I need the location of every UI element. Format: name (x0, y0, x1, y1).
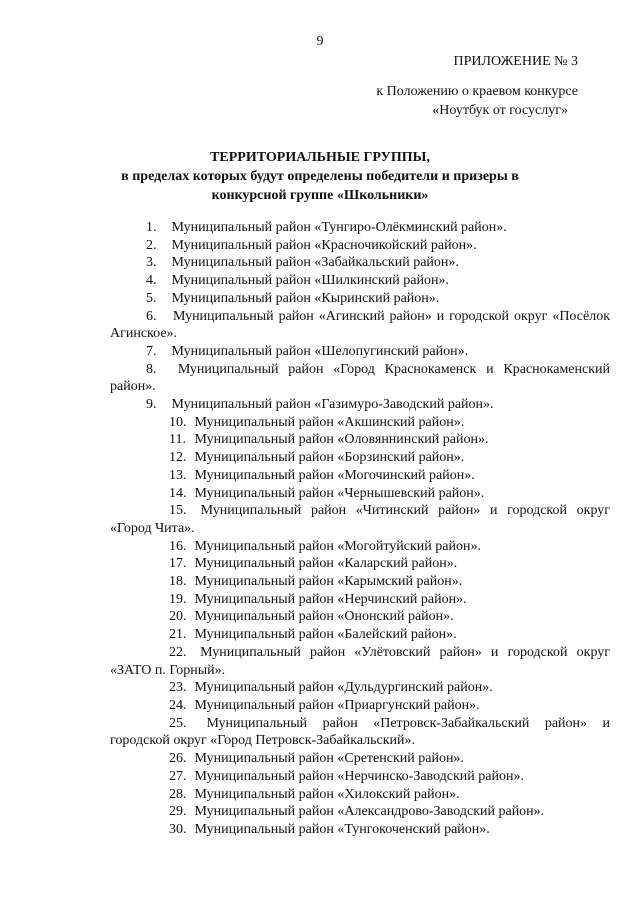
regulation-reference (376, 82, 578, 120)
list-item-text: Муниципальный район «Газимуро-Заводский район». (171, 397, 494, 413)
list-item-number: 24. (169, 697, 187, 713)
list-item (110, 272, 610, 290)
list-item (110, 644, 610, 679)
list-item-number: 22. (169, 644, 187, 660)
list-item-text: Муниципальный район «Шелопугинский район». (171, 343, 469, 359)
list-item-number: 9. (146, 397, 157, 413)
list-item-number: 10. (169, 414, 187, 430)
list-item-text: Муниципальный район «Читинский район» и городской округ «Город Чита». (110, 503, 610, 536)
list-item-text: Муниципальный район «Улётовский район» и городской округ «ЗАТО п. Горный». (110, 644, 611, 678)
list-item-number: 21. (169, 627, 187, 643)
list-item (110, 290, 610, 308)
list-item (110, 573, 610, 591)
page-number: 9 (316, 34, 324, 49)
list-item-number: 27. (169, 768, 187, 784)
regulation-line-2: «Ноутбук от госуслуг» (432, 103, 568, 118)
list-item-number: 28. (169, 786, 187, 802)
list-item (110, 467, 610, 485)
list-item-text: Муниципальный район «Могочинский район». (194, 467, 475, 483)
list-item-text: Муниципальный район «Город Краснокаменск и Краснокаменский район». (110, 361, 611, 395)
list-item (110, 591, 610, 609)
list-item-number: 2. (146, 237, 157, 253)
list-item-number: 26. (169, 751, 187, 767)
list-item-number: 29. (169, 804, 187, 820)
list-item (110, 715, 610, 750)
list-item-text: Муниципальный район «Оловяннинский район». (194, 432, 489, 448)
list-item-number: 23. (169, 680, 187, 696)
list-item-text: Муниципальный район «Ононский район». (194, 609, 454, 625)
list-item (110, 308, 610, 343)
list-item-text: Муниципальный район «Каларский район». (194, 556, 458, 572)
list-item-text: Муниципальный район «Сретенский район». (194, 751, 464, 767)
list-item (110, 219, 610, 237)
list-item (110, 431, 610, 449)
list-item (110, 679, 610, 697)
list-item (110, 361, 610, 396)
list-item-text: Муниципальный район «Балейский район». (194, 627, 457, 643)
title-line-1: ТЕРРИТОРИАЛЬНЫЕ ГРУППЫ, (210, 150, 430, 165)
territorial-groups-list (110, 219, 610, 839)
list-item (110, 803, 610, 821)
list-item (110, 538, 610, 556)
list-item (110, 237, 610, 255)
list-item-text: Муниципальный район «Шилкинский район». (171, 273, 449, 289)
list-item-number: 4. (146, 273, 157, 289)
list-item-number: 13. (169, 467, 187, 483)
list-item (110, 449, 610, 467)
list-item (110, 396, 610, 414)
list-item-text: Муниципальный район «Нерчинско-Заводский район». (194, 768, 524, 784)
list-item-number: 7. (146, 343, 157, 359)
list-item-number: 14. (169, 485, 187, 501)
list-item-text: Муниципальный район «Приаргунский район». (194, 697, 480, 713)
list-item (110, 821, 610, 839)
list-item-text: Муниципальный район «Тунгокоченский район». (194, 821, 490, 837)
list-item-text: Муниципальный район «Хилокский район». (194, 786, 460, 802)
list-item-text: Муниципальный район «Чернышевский район». (194, 485, 485, 501)
list-item-number: 16. (169, 538, 187, 554)
list-item-text: Муниципальный район «Агинский район» и городской округ «Посёлок Агинское». (110, 308, 610, 342)
list-item-text: Муниципальный район «Красночикойский район». (171, 237, 477, 253)
list-item (110, 502, 610, 537)
list-item-text: Муниципальный район «Нерчинский район». (194, 591, 467, 607)
list-item-text: Муниципальный район «Петровск-Забайкальский район» и городской округ «Город Петровск-Забайкальский». (110, 715, 610, 749)
list-item (110, 626, 610, 644)
list-item (110, 254, 610, 272)
list-item-number: 19. (169, 591, 187, 607)
list-item-number: 30. (169, 821, 187, 837)
list-item-number: 8. (146, 361, 157, 377)
list-item-number: 18. (169, 574, 187, 590)
list-item-number: 1. (146, 220, 157, 235)
list-item-text: Муниципальный район «Александрово-Заводский район». (194, 804, 545, 820)
list-item-text: Муниципальный район «Акшинский район». (194, 414, 465, 430)
regulation-line-1: к Положению о краевом конкурсе (376, 84, 578, 99)
title-line-3: конкурсной группе «Школьники» (211, 188, 429, 203)
list-item-text: Муниципальный район «Борзинский район». (194, 450, 465, 466)
list-item (110, 697, 610, 715)
list-item-number: 3. (146, 255, 157, 271)
list-item-number: 11. (169, 432, 186, 448)
list-item (110, 768, 610, 786)
list-item (110, 343, 610, 361)
title-line-2: в пределах которых будут определены победители и призеры в (121, 169, 519, 184)
list-item (110, 485, 610, 503)
list-item-text: Муниципальный район «Могойтуйский район». (194, 538, 481, 554)
list-item (110, 750, 610, 768)
list-item-text: Муниципальный район «Забайкальский район». (171, 255, 459, 271)
list-item-text: Муниципальный район «Кыринский район». (171, 290, 440, 306)
list-item-text: Муниципальный район «Дульдургинский район». (194, 680, 493, 696)
list-item-number: 17. (169, 556, 187, 572)
list-item-number: 12. (169, 450, 187, 466)
list-item-number: 5. (146, 290, 157, 306)
list-item-number: 15. (169, 503, 187, 519)
list-item-number: 6. (146, 308, 157, 324)
list-item-number: 25. (169, 715, 187, 731)
list-item (110, 608, 610, 626)
document-title (110, 148, 530, 205)
list-item-number: 20. (169, 609, 187, 625)
list-item-text: Муниципальный район «Тунгиро-Олёкминский район». (171, 220, 507, 235)
list-item (110, 555, 610, 573)
appendix-label: ПРИЛОЖЕНИЕ № 3 (453, 54, 578, 69)
list-item (110, 414, 610, 432)
list-item (110, 786, 610, 804)
list-item-text: Муниципальный район «Карымский район». (194, 574, 463, 590)
